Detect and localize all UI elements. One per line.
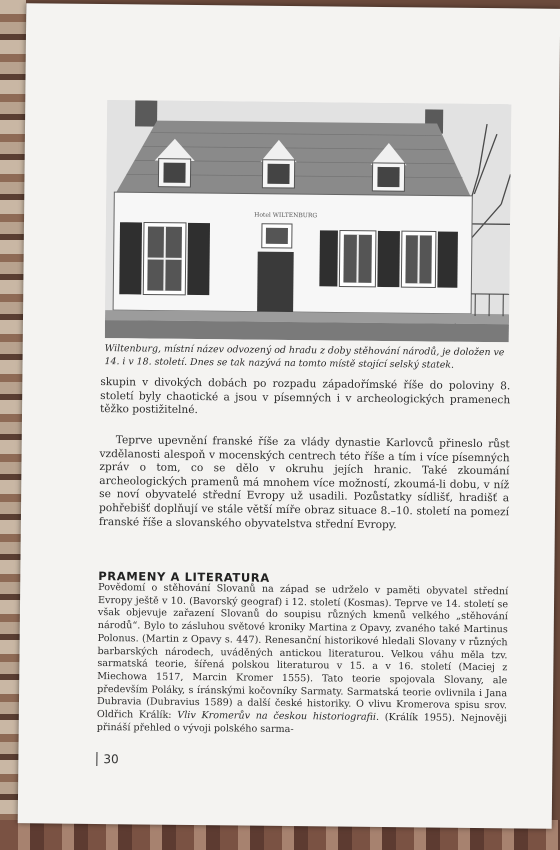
house-illustration: [105, 100, 511, 342]
section-heading: PRAMENY A LITERATURA: [98, 569, 270, 585]
sources-paragraph: [97, 582, 509, 739]
chimney-left: [135, 100, 157, 126]
sources-text: Povědomí o stěhování Slovanů na západ se udrželo v paměti obyvatel střední Evropy ještě v 10. (Bavorský geograf) i 12. století (Kosmas). Teprve ve 14. století se však objevuje zařazení Slovanů do soupisu různých kmenů velkého „stěhování národů“. Bylo to zásluhou světové kroniky Martina z Opavy, zvaného také Martinus Polonus. (Martin z Opavy s. 447). Renesanční historikové hledali Slovany v různých barbarských národech, uváděných antickou literaturou. Velkou váhu měla tzv. sarmatská teorie, šířená polskou literaturou v 15. a v 16. století (Maciej z Miechowa 1517, Marcin Kromer 1555). Tato teorie spojovala Slovany, ale především Poláky, s íránskými kočovníky Sarmaty. Sarmatská teorie ovlivnila i Jana Dubravia (Dubravius 1589) a další české historiky. O vlivu Kromerova spisu srov. Oldřich Králík:: [96, 582, 509, 721]
house-sign: Hotel WILTENBURG: [254, 211, 318, 220]
sources-text: (Králík 1955). Nejnověji přináší přehled o vývoji polského sarma-: [96, 711, 507, 735]
front-door: [257, 252, 294, 312]
page-number: 30: [96, 752, 118, 766]
paragraph: Teprve upevnění franské říše za vlády dynastie Karlovců přineslo růst vzdělanosti alespoň v mocenských centrech této říše a tím i více písemných zpráv o tom, co se dělo v okruhu jejích hranic. Také zkoumání archeologických pramenů má mnohem více možností, zkoumá-li dobu, v níž se noví obyvatelé střední Evropy už usadili. Pozůstatky sídlišť, hradišť a pohřebišť doplňují ve stále větší míře obraz situace 8.–10. století na pomezí franské říše a slovanského obyvatelstva střední Evropy.: [98, 434, 510, 531]
paragraph: skupin v divokých dobách po rozpadu západořímské říše do poloviny 8. století byly chaotické a jsou v písemných i v archeologických pramenech těžko postižitelné.: [99, 376, 511, 417]
book-page: [18, 3, 560, 829]
sources-title: Vliv Kromerův na českou historiografii.: [177, 709, 380, 723]
photo-caption: Wiltenburg, místní název odvozený od hradu z doby stěhování národů, je doložen ve 14. i v 18. století. Dnes se tak nazývá na tomto místě stojící selský statek.: [104, 343, 505, 371]
house-photo: [105, 100, 511, 342]
